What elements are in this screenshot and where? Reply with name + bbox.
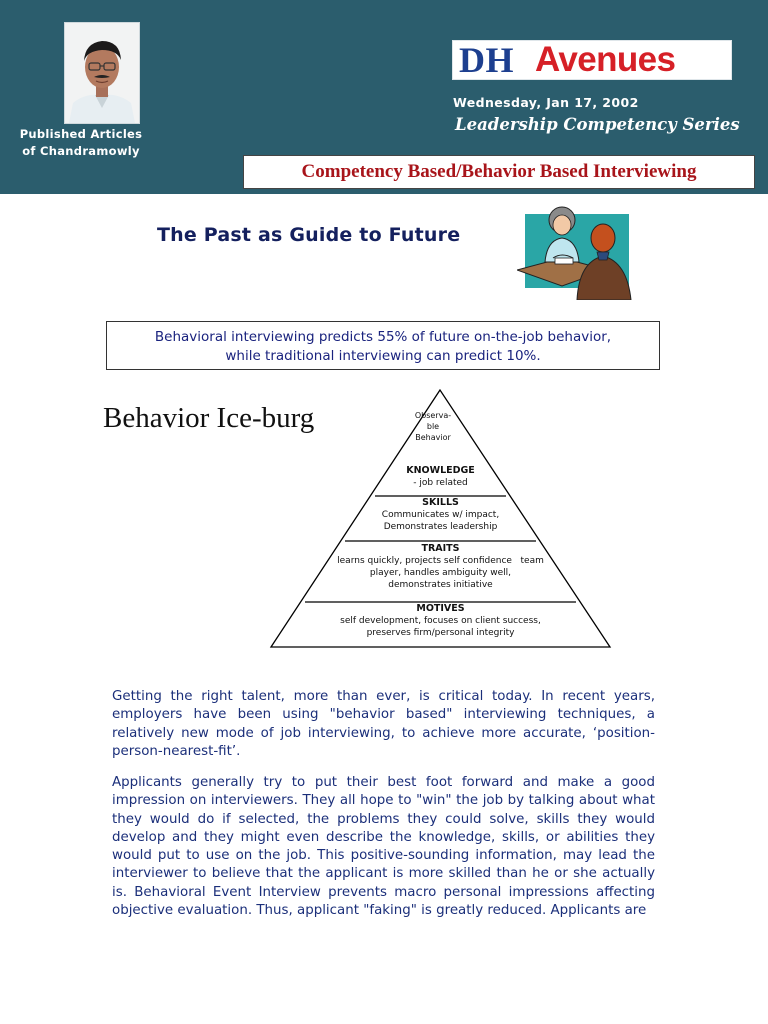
traits-text-1: learns quickly, projects self confidence team <box>337 556 544 566</box>
published-line-1: Published Articles <box>19 127 143 141</box>
article-title: Competency Based/Behavior Based Interviewing <box>301 161 697 182</box>
motives-heading: MOTIVES <box>416 603 465 614</box>
publication-date: Wednesday, Jan 17, 2002 <box>453 95 639 110</box>
traits-text-3: demonstrates initiative <box>388 580 493 590</box>
pyramid-level-observable <box>408 410 458 443</box>
observable-line-2: ble <box>426 422 440 431</box>
pyramid-level-knowledge <box>268 465 613 489</box>
body-paragraph-1: Getting the right talent, more than ever, is critical today. In recent years, employers have been using "behavior based" interviewing techniques, a relatively new mode of job interviewing, to achieve more accurate, ‘position-person-nearest-fit’. <box>112 689 655 759</box>
body-paragraph-2: Applicants generally try to put their best foot forward and make a good impression on interviewers. They all hope to "win" the job by talking about what they would do if selected, the problems they could solve, skills they would develop and they might even describe the knowledge, skills, or abilities they would put to use on the job. This positive-sounding information, may lead the interviewer to believe that the applicant is more skilled than he or she actually is. Behavioral Event Interview prevents macro personal impressions affecting objective evaluation. Thus, applicant "faking" is greatly reduced. Applicants are <box>112 775 655 919</box>
series-title: Leadership Competency Series <box>455 115 740 134</box>
traits-heading: TRAITS <box>421 543 460 554</box>
skills-text-2: Demonstrates leadership <box>383 522 498 532</box>
motives-text-2: preserves firm/personal integrity <box>366 628 515 638</box>
interview-clipart <box>517 200 633 300</box>
author-photo <box>64 22 140 124</box>
article-title-box <box>243 155 755 189</box>
article-subtitle: The Past as Guide to Future <box>157 224 461 246</box>
observable-line-3: Behavior <box>415 433 451 442</box>
logo-avenues-text: Avenues <box>535 40 676 79</box>
pyramid-level-traits <box>268 543 613 591</box>
published-articles-label <box>16 126 146 160</box>
motives-text-1: self development, focuses on client success, <box>340 616 541 626</box>
key-statistic-box <box>106 321 660 370</box>
knowledge-heading: KNOWLEDGE <box>406 465 475 476</box>
quote-line-1: Behavioral interviewing predicts 55% of future on-the-job behavior, <box>154 329 612 345</box>
traits-text-2: player, handles ambiguity well, <box>369 568 512 578</box>
published-line-2: of Chandramowly <box>22 144 140 158</box>
skills-text-1: Communicates w/ impact, <box>381 510 500 520</box>
skills-heading: SKILLS <box>422 497 459 508</box>
dh-avenues-logo <box>452 40 732 80</box>
logo-dh-text: DH <box>459 40 514 80</box>
knowledge-text: - job related <box>413 478 468 488</box>
pyramid-level-motives <box>268 603 613 639</box>
header-banner <box>0 0 768 194</box>
observable-line-1: Observa- <box>414 411 452 420</box>
iceberg-heading: Behavior Ice-burg <box>103 402 315 434</box>
pyramid-level-skills <box>268 497 613 533</box>
quote-line-2: while traditional interviewing can predict 10%. <box>225 348 541 364</box>
